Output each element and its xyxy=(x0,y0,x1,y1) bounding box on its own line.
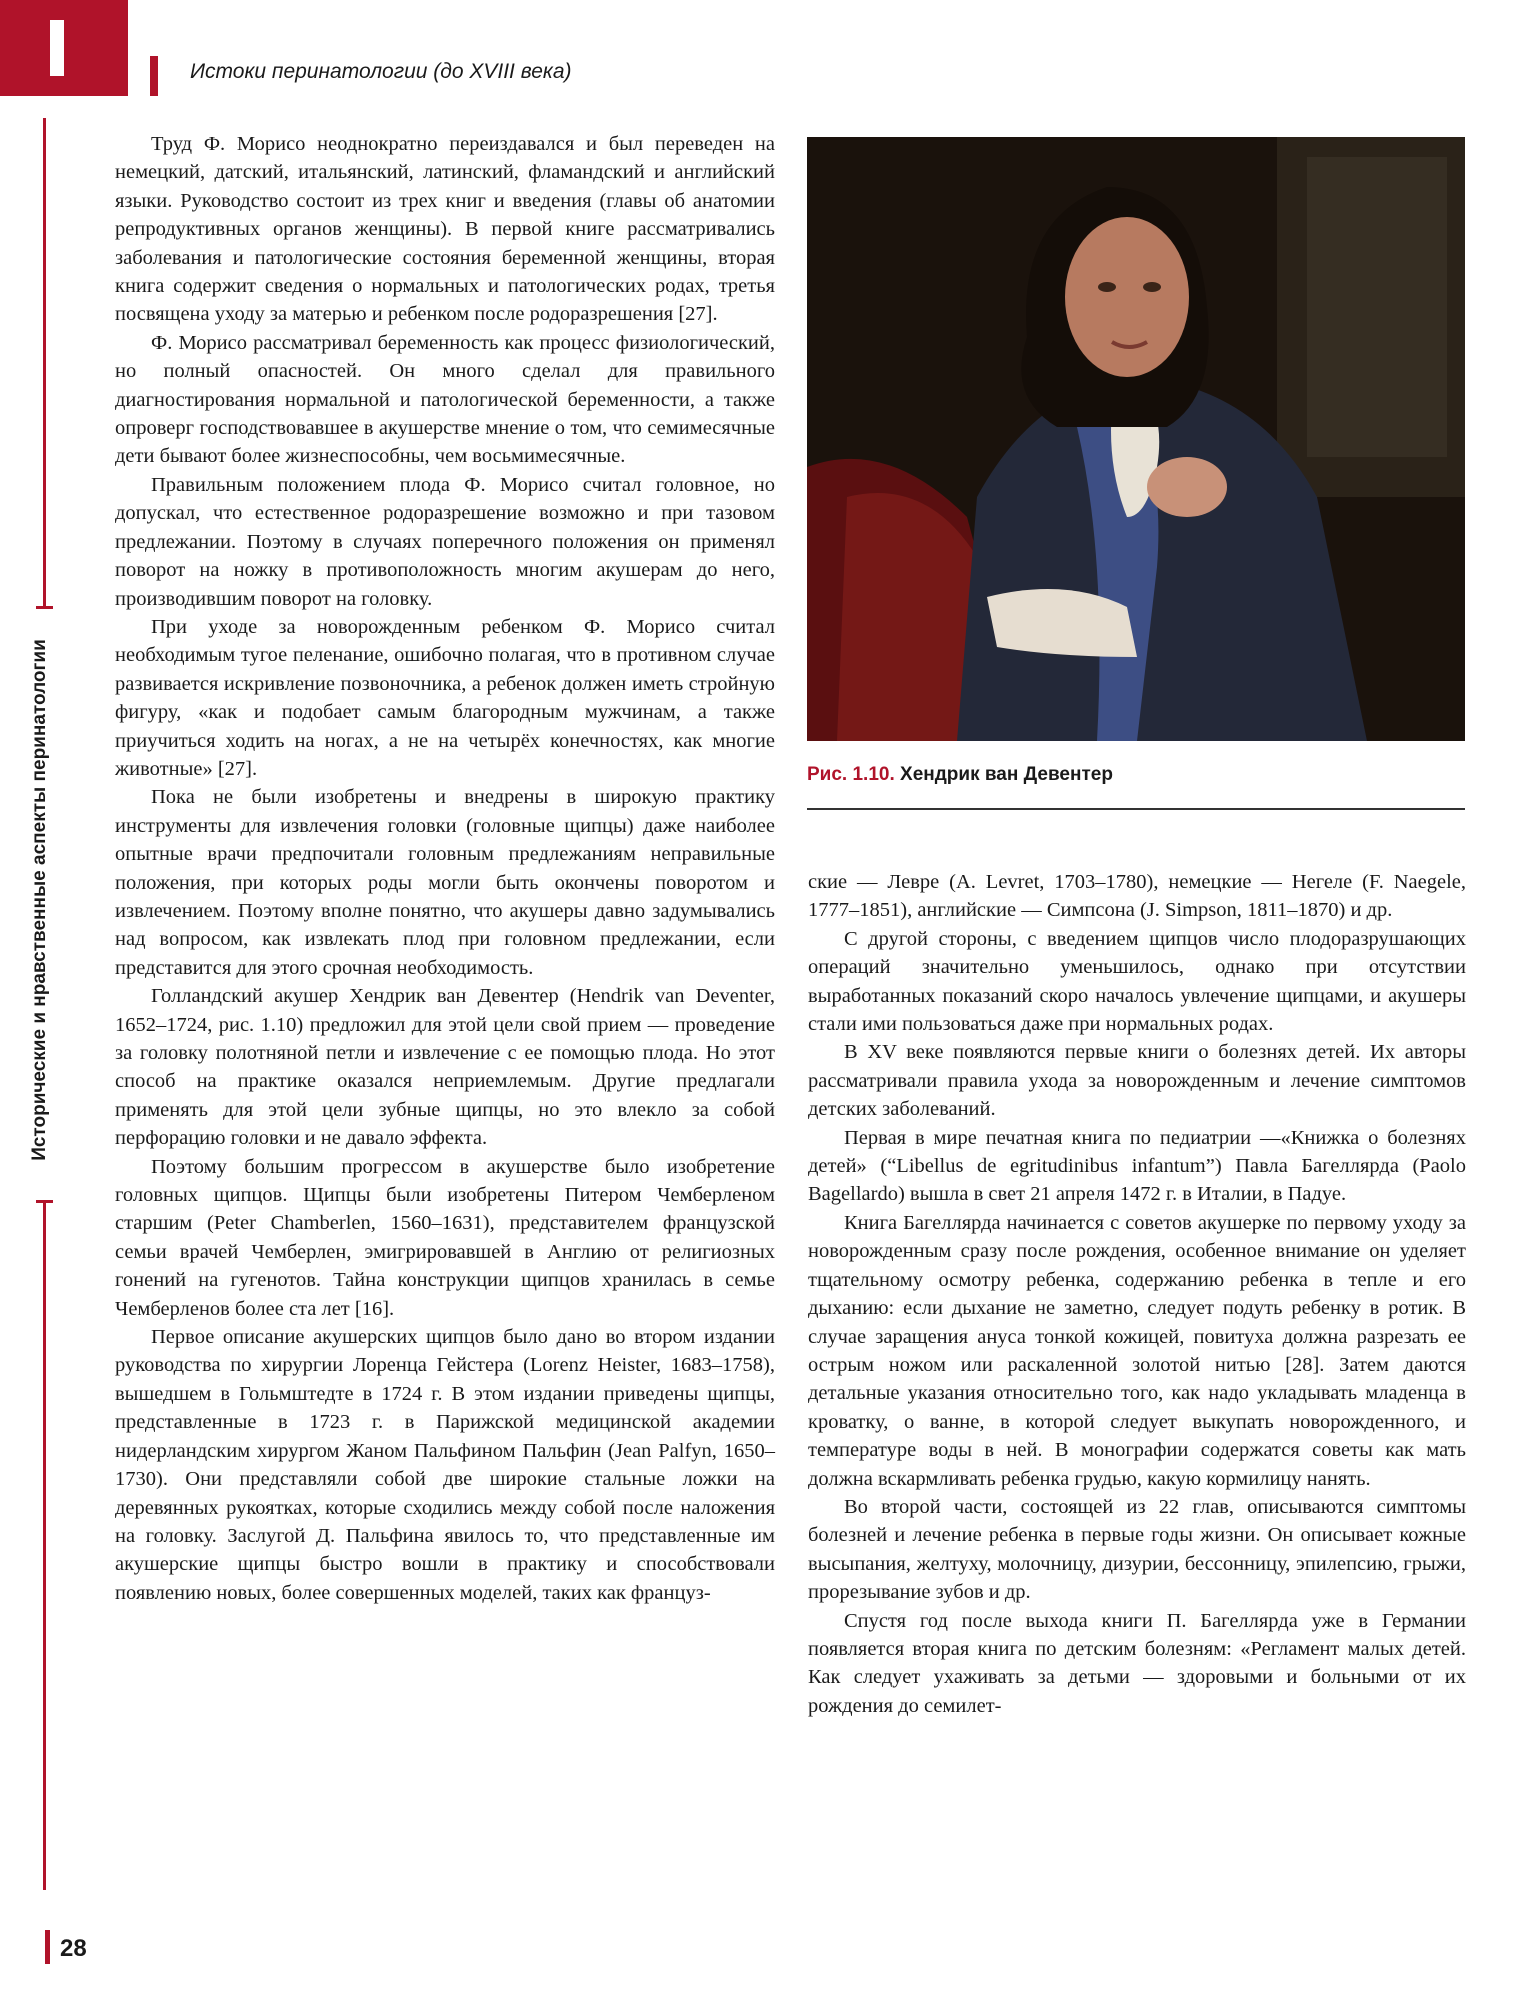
figure-caption xyxy=(807,764,1113,786)
paragraph: Пока не были изобретены и внедрены в широкую практику инструменты для извлечения головки (головные щипцы) даже наиболее опытные врачи предпочитали головным предлежаниям неправильные положения, при которых роды могли быть окончены поворотом и извлечением. Поэтому вполне понятно, что акушеры давно задумывались над вопросом, как извлекать плод при головном предлежании, если представится для этого срочная необходимость. xyxy=(115,786,775,979)
caption-rule xyxy=(807,808,1465,810)
chapter-marker xyxy=(0,0,128,96)
right-column xyxy=(808,868,1466,1720)
chapter-numeral-icon xyxy=(50,20,64,76)
header-accent-bar xyxy=(150,56,158,96)
paragraph: В XV веке появляются первые книги о болезнях детей. Их авторы рассматривали правила ухода за новорожденным и лечение симптомов детских заболеваний. xyxy=(808,1041,1466,1121)
paragraph: Книга Багеллярда начинается с советов акушерке по первому уходу за новорожденным сразу после рождения, особенное внимание он уделяет тщательному осмотру ребенка, содержанию ребенка в тепле и его дыханию: если дыхание не заметно, следует подуть ребенку в ротик. В случае заращения ануса тонкой кожицей, повитуха должна разрезать ее острым ножом или раскаленной золотой нитью [28]. Затем даются детальные указания относительно того, как надо укладывать младенца в кроватку, о ванне, в которой следует выкупать новорожденного, и температуре воды в ней. В монографии содержатся советы как мать должна вскармливать ребенка грудью, какую кормилицу нанять. xyxy=(808,1211,1466,1490)
left-column xyxy=(115,130,775,1607)
paragraph: Во второй части, состоящей из 22 глав, описываются симптомы болезней и лечение ребенка в первые годы жизни. Он описывает кожные высыпания, желтуху, молочницу, дизурии, бессонницу, эпилепсию, грыжи, прорезывание зубов и др. xyxy=(808,1495,1466,1604)
paragraph: Спустя год после выхода книги П. Багеллярда уже в Германии появляется вторая книга по детским болезням: «Регламент малых детей. Как следует ухаживать за детьми — здоровыми и больными от их рождения до семилет- xyxy=(808,1609,1466,1717)
figure-title: Хендрик ван Девентер xyxy=(900,764,1113,785)
paragraph: Голландский акушер Хендрик ван Девентер (Hendrik van Deventer, 1652–1724, рис. 1.10) предложил для этой цели свой прием — проведение за головку полотняной петли и извлечение с ее помощью плода. Но этот способ на практике оказался неприемлемым. Другие предлагали применять для этой цели зубные щипцы, но это влекло за собой перфорацию головки и не давало эффекта. xyxy=(115,985,775,1150)
paragraph: Первое описание акушерских щипцов было дано во втором издании руководства по хирургии Лоренца Гейстера (Lorenz Heister, 1683–1758), вышедшем в Гольмштедте в 1724 г. В этом издании приведены щипцы, представленные в 1723 г. в Парижской медицинской академии нидерландским хирургом Жаном Пальфином Пальфин (Jean Palfyn, 1650–1730). Они представляли собой две широкие стальные ложки на деревянных рукоятках, которые сходились между собой после наложения на головку. Заслугой Д. Пальфина явилось то, что представленные им акушерские щипцы быстро вошли в практику и способствовали появлению новых, более совершенных моделей, таких как француз- xyxy=(115,1326,775,1604)
paragraph: Труд Ф. Морисо неоднократно переиздавался и был переведен на немецкий, датский, итальянский, латинский, фламандский и английский языки. Руководство состоит из трех книг и введения (главы об анатомии репродуктивных органов женщины). В первой книге рассматривались заболевания и патологические состояния беременной женщины, вторая книга содержит сведения о нормальных и патологических родах, третья посвящена уходу за матерью и ребенком после родоразрешения [27]. xyxy=(115,133,775,326)
paragraph: Ф. Морисо рассматривал беременность как процесс физиологический, но полный опасностей. Он много сделал для правильного диагностирования нормальной и патологической беременности, а также опроверг господствовавшее в акушерстве мнение о том, что семимесячные дети бывают более жизнеспособны, чем восьмимесячные. xyxy=(115,331,775,468)
paragraph: Поэтому большим прогрессом в акушерстве было изобретение головных щипцов. Щипцы были изобретены Питером Чемберленом старшим (Peter Chamberlen, 1560–1631), представителем французской семьи врачей Чемберлен, эмигрировавшей в Англию от религиозных гонений на гугенотов. Тайна конструкции щипцов хранилась в семье Чемберленов более ста лет [16]. xyxy=(115,1155,775,1320)
side-rule-tick-top xyxy=(36,606,53,609)
page-number-mark xyxy=(45,1930,50,1964)
paragraph-continuation: ские — Левре (A. Levret, 1703–1780), немецкие — Негеле (F. Naegele, 1777–1851), английские — Симпсона (J. Simpson, 1811–1870) и др. xyxy=(808,871,1466,922)
section-title-vertical: Исторические и нравственные аспекты перинатологии xyxy=(29,639,50,1161)
paragraph: При уходе за новорожденным ребенком Ф. Морисо считал необходимым тугое пеленание, ошибочно полагая, что в противном случае развивается искривление позвоночника, а ребенок должен иметь стройную фигуру, «как и подобает самым благородным мужчинам, а также приучиться ходить на ногах, а не на четырёх конечностях, как многие животные» [27]. xyxy=(115,615,775,780)
portrait-image xyxy=(807,137,1465,741)
paragraph: Правильным положением плода Ф. Морисо считал головное, но допускал, что естественное родоразрешение возможно и при тазовом предлежании. Поэтому в случаях поперечного положения он применял поворот на ножку в противоположность многим акушерам до него, производившим поворот на головку. xyxy=(115,473,775,610)
figure-label: Рис. 1.10. xyxy=(807,764,895,785)
page-number: 28 xyxy=(60,1935,87,1962)
running-head: Истоки перинатологии (до XVIII века) xyxy=(190,60,572,83)
paragraph: С другой стороны, с введением щипцов число плодоразрушающих операций значительно уменьшилось, однако при отсутствии выработанных показаний скоро началось увлечение щипцами, и акушеры стали ими пользоваться даже при нормальных родах. xyxy=(808,927,1466,1036)
paragraph: Первая в мире печатная книга по педиатрии —«Книжка о болезнях детей» (“Libellus de egritudinibus infantum”) Павла Багеллярда (Paolo Bagellardo) вышла в свет 21 апреля 1472 г. в Италии, в Падуе. xyxy=(808,1126,1466,1206)
side-rule-bottom xyxy=(43,1200,46,1890)
side-rule-top xyxy=(43,118,46,608)
